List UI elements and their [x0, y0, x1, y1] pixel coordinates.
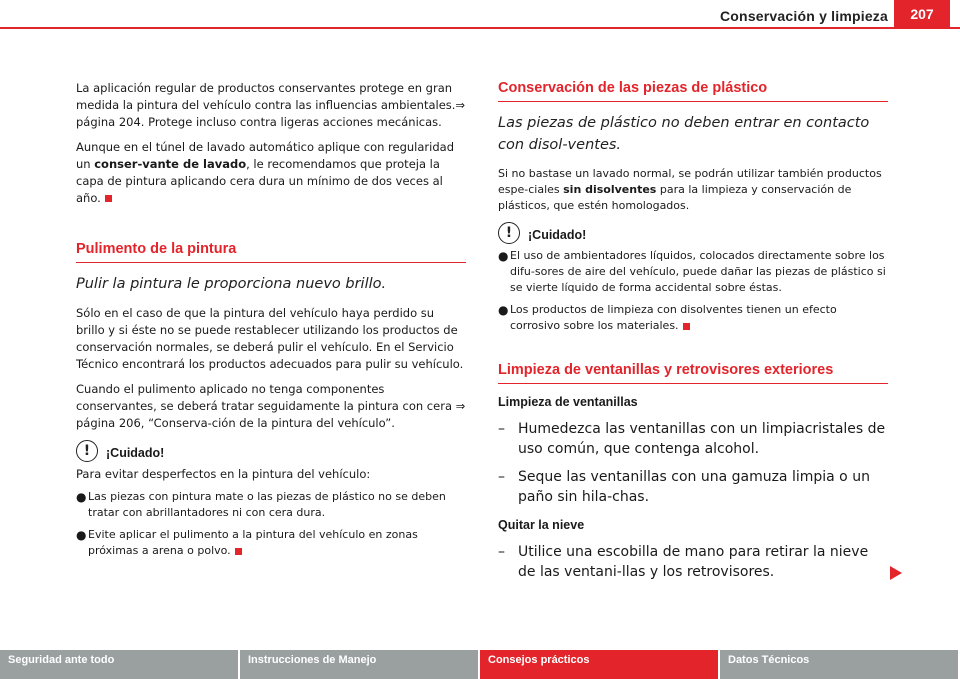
end-mark-icon — [105, 195, 112, 202]
footer-nav — [0, 650, 960, 679]
bullet-icon: ● — [498, 249, 509, 263]
tab-instrucciones[interactable]: Instrucciones de Manejo — [240, 650, 480, 679]
plastics-paragraph: Si no bastase un lavado normal, se podrán utilizar también productos espe-ciales sin disolventes para la limpieza y conservación de plásticos, que estén homologados. — [498, 167, 882, 212]
list-item: – Seque las ventanillas con una gamuza limpia o un paño sin hila-chas. — [498, 469, 870, 505]
left-column — [76, 80, 466, 565]
emphasis-text: sin disolventes — [563, 183, 657, 196]
next-page-arrow-icon[interactable] — [890, 566, 902, 580]
polish-wax-paragraph: Cuando el pulimento aplicado no tenga componentes conservantes, se deberá tratar seguidamente la pintura con cera ⇒ página 206, “Conserva-ción de la pintura del vehículo”. — [76, 382, 466, 430]
list-item: ● Los productos de limpieza con disolventes tienen un efecto corrosivo sobre los materiales. — [498, 303, 837, 332]
section-title-plastics: Conservación de las piezas de plástico — [498, 80, 888, 102]
subheading-window-cleaning: Limpieza de ventanillas — [498, 395, 638, 409]
list-item: ● El uso de ambientadores líquidos, colocados directamente sobre los difu-sores de aire del vehículo, puede dañar las piezas de plástico si se vierte líquido de forma accidental sobre éstas. — [498, 249, 886, 294]
warning-icon — [76, 440, 98, 462]
tab-datos[interactable]: Datos Técnicos — [720, 650, 960, 679]
polish-paragraph: Sólo en el caso de que la pintura del vehículo haya perdido su brillo y si éste no se puede restablecer utilizando los productos de conservación normales, se deberá pulir el vehículo. En el Servicio Técnico encontrará los productos adecuados para pulir su vehículo. — [76, 306, 464, 371]
caution-intro: Para evitar desperfectos en la pintura del vehículo: — [76, 467, 371, 481]
right-column — [498, 80, 888, 590]
emphasis-text: conser-vante de lavado — [94, 157, 247, 171]
bullet-icon: ● — [498, 303, 509, 317]
caution-box — [76, 440, 466, 462]
warning-icon — [498, 222, 520, 244]
bullet-icon: ● — [76, 528, 87, 542]
section-title-windows: Limpieza de ventanillas y retrovisores exteriores — [498, 362, 888, 384]
section-subtitle-polish: Pulir la pintura le proporciona nuevo brillo. — [76, 276, 387, 292]
caution-label: ¡Cuidado! — [106, 446, 165, 460]
caution-label: ¡Cuidado! — [528, 228, 587, 242]
intro-paragraph: La aplicación regular de productos conservantes protege en gran medida la pintura del vehículo contra las influencias ambientales.⇒ página 204. Protege incluso contra ligeras acciones mecánicas. — [76, 81, 466, 129]
section-title-polish: Pulimento de la pintura — [76, 241, 466, 263]
page-header — [0, 0, 960, 30]
subheading-snow-removal: Quitar la nieve — [498, 518, 585, 532]
wax-paragraph: Aunque en el túnel de lavado automático aplique con regularidad un conser-vante de lavado, le recomendamos que proteja la capa de pintura aplicando cera dura un mínimo de dos veces al año. — [76, 140, 454, 205]
list-item: ● Evite aplicar el pulimento a la pintura del vehículo en zonas próximas a arena o polvo. — [76, 528, 418, 557]
caution-box — [498, 222, 888, 244]
list-item: – Humedezca las ventanillas con un limpiacristales de uso común, que contenga alcohol. — [498, 421, 886, 457]
chapter-title: Conservación y limpieza — [720, 8, 888, 24]
header-divider — [0, 27, 960, 29]
bullet-icon: ● — [76, 490, 87, 504]
section-subtitle-plastics: Las piezas de plástico no deben entrar en contacto con disol-ventes. — [498, 115, 870, 153]
tab-consejos[interactable]: Consejos prácticos — [480, 650, 720, 679]
tab-seguridad[interactable]: Seguridad ante todo — [0, 650, 240, 679]
end-mark-icon — [235, 548, 242, 555]
page-number: 207 — [894, 0, 950, 28]
list-item: ● Las piezas con pintura mate o las piezas de plástico no se deben tratar con abrillantadores ni con cera dura. — [76, 490, 446, 519]
list-item: – Utilice una escobilla de mano para retirar la nieve de las ventani-llas y los retrovisores. — [498, 544, 869, 580]
end-mark-icon — [683, 323, 690, 330]
